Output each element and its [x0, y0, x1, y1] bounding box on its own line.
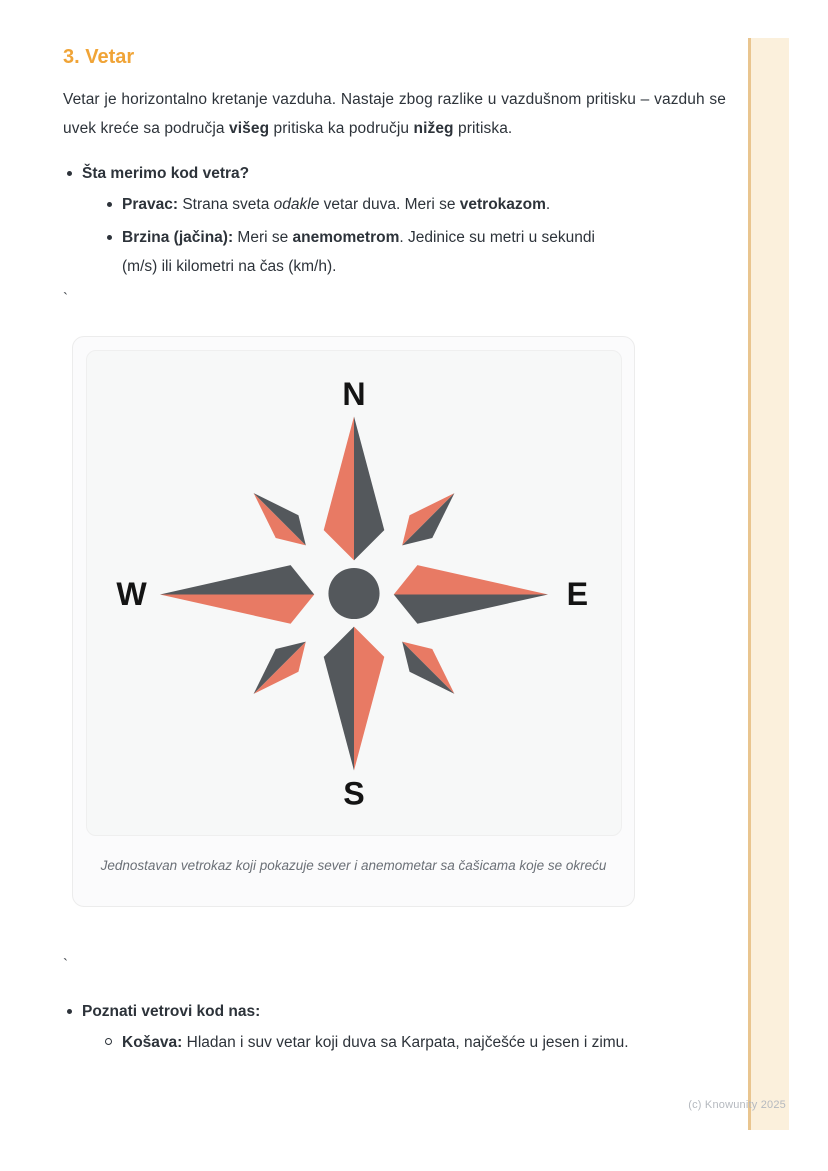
- pravac-italic-odakle: odakle: [273, 196, 320, 213]
- intro-bold-viseg: višeg: [229, 120, 270, 137]
- pravac-text: .: [545, 196, 551, 213]
- stray-character: `: [63, 956, 68, 973]
- compass-north-dark-half: [354, 416, 384, 560]
- compass-south-dark-half: [324, 626, 354, 770]
- pravac-bold-vetrokazom: vetrokazom: [459, 196, 546, 213]
- copyright-watermark: (c) Knowunity 2025: [688, 1099, 786, 1111]
- compass-label-west: W: [116, 575, 147, 612]
- measure-list-title: Šta merimo kod vetra?: [82, 165, 250, 182]
- bullet-icon: [67, 171, 72, 176]
- compass-rose: [89, 371, 619, 816]
- compass-image: [86, 350, 622, 836]
- list-item-pravac: [103, 190, 631, 219]
- intro-bold-nizeg: nižeg: [413, 120, 454, 137]
- compass-east-dark-half: [394, 594, 548, 623]
- brzina-bold-anemometrom: anemometrom: [292, 229, 400, 246]
- section-heading: 3. Vetar: [63, 46, 135, 68]
- kosava-label: Košava:: [122, 1034, 183, 1051]
- bullet-icon: [107, 235, 112, 240]
- compass-north-salmon-half: [324, 416, 354, 560]
- compass-center-circle: [328, 567, 379, 618]
- intro-text: pritiska.: [453, 120, 513, 137]
- bullet-icon: [67, 1009, 72, 1014]
- measurement-list: [63, 159, 726, 281]
- winds-list-title: Poznati vetrovi kod nas:: [82, 1003, 261, 1020]
- stray-character: `: [63, 290, 68, 307]
- intro-text: pritiska ka području: [269, 120, 414, 137]
- measurement-sublist: [103, 190, 726, 281]
- pravac-text: vetar duva. Meri se: [319, 196, 460, 213]
- compass-label-east: E: [566, 575, 589, 612]
- compass-west-salmon-half: [160, 594, 314, 623]
- list-item-brzina: [103, 223, 631, 281]
- list-item-winds: [63, 997, 726, 1057]
- compass-south-salmon-half: [354, 626, 384, 770]
- bullet-icon: [107, 202, 112, 207]
- pravac-label: Pravac:: [122, 196, 179, 213]
- pravac-text: Strana sveta: [178, 196, 274, 213]
- list-item-kosava: [103, 1028, 631, 1057]
- compass-west-dark-half: [160, 565, 314, 594]
- winds-sublist: [103, 1028, 726, 1057]
- circle-bullet-icon: [105, 1038, 112, 1045]
- brzina-text: . Jedinice su metri u sekundi (m/s) ili kilometri na čas (km/h).: [122, 229, 595, 275]
- figure-card: [72, 336, 635, 907]
- brzina-label: Brzina (jačina):: [122, 229, 234, 246]
- brzina-text: Meri se: [233, 229, 293, 246]
- figure-caption: Jednostavan vetrokaz koji pokazuje sever i anemometar sa čašicama koje se okreću: [100, 858, 607, 873]
- winds-list: [63, 997, 726, 1057]
- compass-label-north: N: [342, 375, 366, 412]
- list-item-measure: [63, 159, 726, 281]
- accent-stripe: [748, 38, 789, 1130]
- intro-paragraph: [63, 85, 726, 143]
- intro-text: Vetar je horizontalno kretanje vazduha. Nastaje zbog razlike u vazdušnom pritisku – vazduh se uvek kreće sa područja: [63, 91, 726, 137]
- kosava-text: Hladan i suv vetar koji duva sa Karpata, najčešće u jesen i zimu.: [182, 1034, 629, 1051]
- compass-east-salmon-half: [394, 565, 548, 594]
- compass-label-south: S: [343, 775, 365, 812]
